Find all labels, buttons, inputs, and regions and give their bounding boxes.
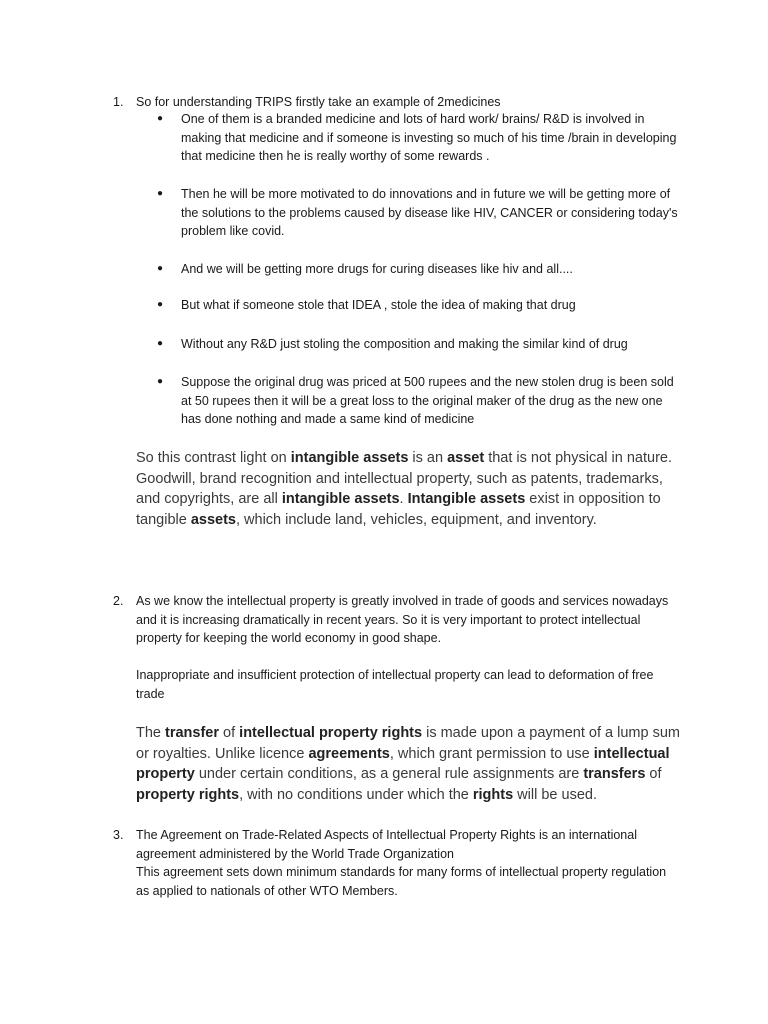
ip-transfer-paragraph: The transfer of intellectual property rights is made upon a payment of a lump sum or royalties. Unlike licence agreements, which grant permission to use intellectual property under certain conditions, as a general rule assignments are transfers of property rights, with no conditions under which the rights will be used. <box>136 725 680 803</box>
intangible-assets-paragraph: So this contrast light on intangible assets is an asset that is not physical in nature. Goodwill, brand recognition and intellectual property, such as patents, trademarks, and copyrights, are all intangible assets. Intangible assets exist in opposition to tangible assets, which include land, vehicles, equipment, and inventory. <box>136 450 672 528</box>
bullet-icon: ● <box>157 263 164 274</box>
bullet-icon: ● <box>157 299 164 310</box>
bullet-text-2: Then he will be more motivated to do innovations and in future we will be getting more of the solutions to the problems caused by disease like HIV, CANCER or considering today's problem like covid. <box>181 187 678 238</box>
bullet-icon: ● <box>157 338 164 349</box>
bullet-icon: ● <box>157 113 164 124</box>
list-item-3-text: The Agreement on Trade-Related Aspects of Intellectual Property Rights is an international agreement administered by the World Trade Organization <box>136 828 637 861</box>
bullet-text-6: Suppose the original drug was priced at 500 rupees and the new stolen drug is been sold at 50 rupees then it will be a great loss to the original maker of the drug as the new one has done nothing and made a same kind of medicine <box>181 375 674 426</box>
list-number-2: 2. <box>113 594 124 608</box>
bullet-icon: ● <box>157 188 164 199</box>
list-item-3-subtext: This agreement sets down minimum standards for many forms of intellectual property regulation as applied to nationals of other WTO Members. <box>136 865 667 898</box>
list-item-2-text: As we know the intellectual property is greatly involved in trade of goods and services nowadays and it is increasing dramatically in recent years. So it is very important to protect intellectual property for keeping the world economy in good shape. <box>136 594 669 645</box>
list-number-3: 3. <box>113 828 124 842</box>
bullet-icon: ● <box>157 376 164 387</box>
bullet-text-1: One of them is a branded medicine and lots of hard work/ brains/ R&D is involved in making that medicine and if someone is investing so much of his time /brain in developing that medicine then he is really worthy of some rewards . <box>181 112 677 163</box>
list-item-1-text: So for understanding TRIPS firstly take an example of 2medicines <box>136 95 501 109</box>
bullet-text-3: And we will be getting more drugs for curing diseases like hiv and all.... <box>181 262 573 276</box>
list-number-1: 1. <box>113 95 124 109</box>
list-item-2-subtext: Inappropriate and insufficient protection of intellectual property can lead to deformation of free trade <box>136 668 654 701</box>
bullet-text-4: But what if someone stole that IDEA , stole the idea of making that drug <box>181 298 576 312</box>
bullet-text-5: Without any R&D just stoling the composition and making the similar kind of drug <box>181 337 628 351</box>
